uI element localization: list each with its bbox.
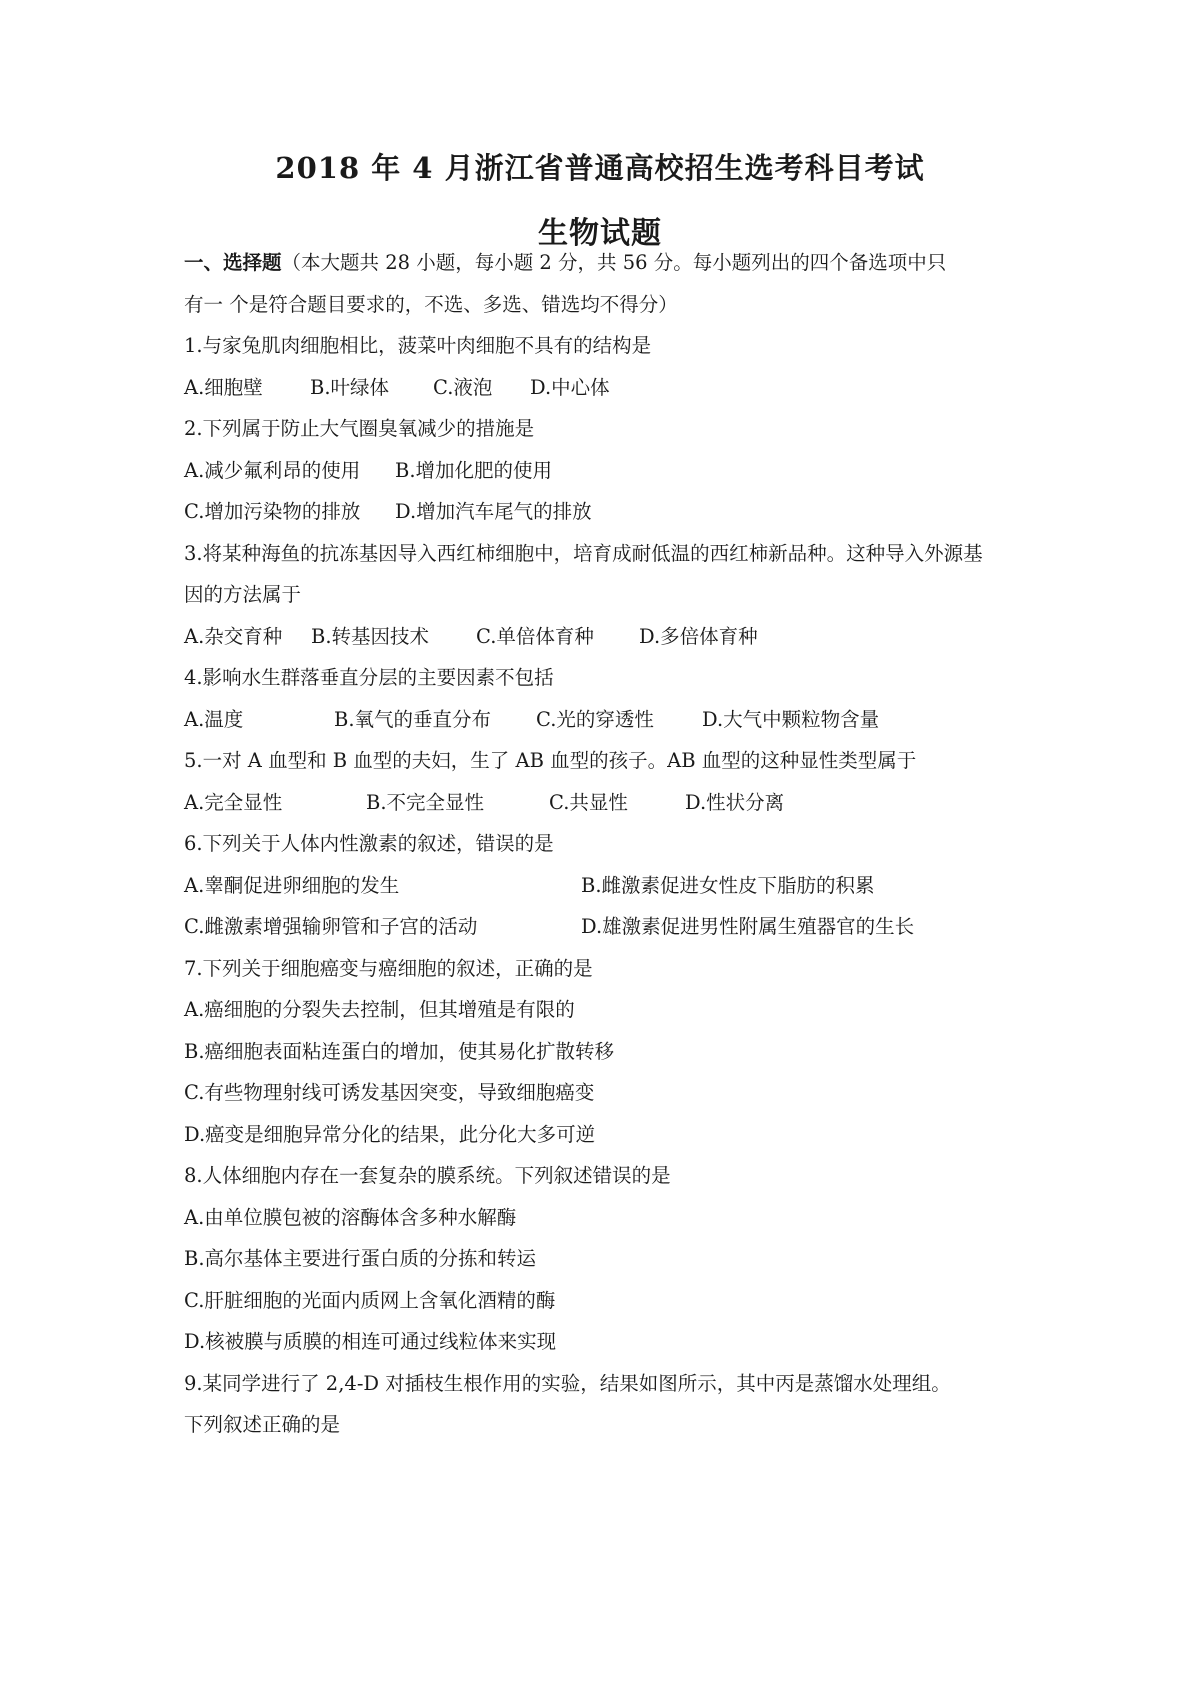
exam-subtitle: 生物试题	[538, 216, 662, 251]
question-6-option-b: B.雌激素促进女性皮下脂肪的积累	[581, 873, 875, 897]
question-4-options	[184, 699, 1034, 741]
question-2-option-d: D.增加汽车尾气的排放	[395, 500, 592, 523]
question-6-options-row1	[184, 865, 1034, 907]
question-1-option-b: B.叶绿体	[310, 375, 390, 399]
question-2-option-a: A.减少氟利昂的使用	[184, 458, 361, 482]
question-7-option-d: D.癌变是细胞异常分化的结果，此分化大多可逆	[184, 1122, 596, 1146]
question-8-stem: 8.人体细胞内存在一套复杂的膜系统。下列叙述错误的是	[184, 1164, 671, 1187]
question-4-stem: 4.影响水生群落垂直分层的主要因素不包括	[184, 666, 554, 689]
question-2-options-row2	[184, 491, 1034, 533]
question-3-stem-line2: 因的方法属于	[184, 583, 302, 606]
question-1-option-d: D.中心体	[530, 375, 610, 399]
question-3-stem-line1: 3.将某种海鱼的抗冻基因导入西红柿细胞中，培育成耐低温的西红柿新品种。这种导入外源基	[184, 541, 983, 565]
question-5-option-d: D.性状分离	[685, 790, 785, 814]
question-5-option-a: A.完全显性	[184, 790, 283, 814]
question-3-options	[184, 616, 1034, 658]
question-3-option-b: B.转基因技术	[311, 624, 430, 648]
question-2-stem: 2.下列属于防止大气圈臭氧减少的措施是	[184, 417, 535, 440]
question-9-stem-line1: 9.某同学进行了 2,4-D 对插枝生根作用的实验，结果如图所示，其中丙是蒸馏水处理组。	[184, 1371, 951, 1395]
question-1-options	[184, 367, 1034, 409]
question-4-option-c: C.光的穿透性	[536, 707, 654, 731]
section-description-line2: 有一 个是符合题目要求的，不选、多选、错选均不得分）	[184, 292, 678, 316]
question-2-options-row1	[184, 450, 1034, 492]
question-3-option-d: D.多倍体育种	[639, 624, 758, 648]
section-description: （本大题共 28 小题，每小题 2 分，共 56 分。每小题列出的四个备选项中只	[281, 251, 947, 274]
question-7-option-b: B.癌细胞表面粘连蛋白的增加，使其易化扩散转移	[184, 1039, 615, 1063]
question-8-option-b: B.高尔基体主要进行蛋白质的分拣和转运	[184, 1247, 537, 1270]
question-7-stem: 7.下列关于细胞癌变与癌细胞的叙述，正确的是	[184, 956, 593, 980]
question-7-option-a: A.癌细胞的分裂失去控制，但其增殖是有限的	[184, 998, 575, 1021]
question-3-option-c: C.单倍体育种	[476, 624, 594, 648]
question-1-stem: 1.与家兔肌肉细胞相比，菠菜叶肉细胞不具有的结构是	[184, 334, 652, 357]
question-4-option-b: B.氧气的垂直分布	[334, 707, 492, 731]
question-6-option-d: D.雄激素促进男性附属生殖器官的生长	[581, 915, 915, 938]
question-5-option-b: B.不完全显性	[366, 790, 485, 814]
question-8-option-a: A.由单位膜包被的溶酶体含多种水解酶	[184, 1205, 517, 1229]
exam-content	[184, 242, 1034, 1446]
question-7-option-c: C.有些物理射线可诱发基因突变，导致细胞癌变	[184, 1081, 595, 1104]
question-3-option-a: A.杂交育种	[184, 624, 283, 648]
question-6-stem: 6.下列关于人体内性激素的叙述，错误的是	[184, 832, 554, 855]
question-5-options	[184, 782, 1034, 824]
question-5-option-c: C.共显性	[549, 790, 628, 814]
section-heading: 一、选择题	[184, 251, 282, 274]
question-6-options-row2	[184, 906, 1034, 948]
question-2-option-c: C.增加污染物的排放	[184, 500, 361, 523]
question-5-stem: 5.一对 A 血型和 B 血型的夫妇，生了 AB 血型的孩子。AB 血型的这种显性类型属于	[184, 749, 917, 772]
section-intro-line1	[184, 242, 1034, 284]
question-8-option-d: D.核被膜与质膜的相连可通过线粒体来实现	[184, 1330, 557, 1353]
question-4-option-a: A.温度	[184, 707, 244, 731]
question-1-option-c: C.液泡	[433, 375, 493, 399]
question-8-option-c: C.肝脏细胞的光面内质网上含氧化酒精的酶	[184, 1288, 556, 1312]
question-1-option-a: A.细胞壁	[184, 375, 263, 399]
question-6-option-c: C.雌激素增强输卵管和子宫的活动	[184, 915, 478, 938]
question-6-option-a: A.睾酮促进卵细胞的发生	[184, 873, 400, 897]
question-9-stem-line2: 下列叙述正确的是	[184, 1413, 341, 1436]
question-2-option-b: B.增加化肥的使用	[395, 458, 553, 482]
exam-title: 2018 年 4 月浙江省普通高校招生选考科目考试	[275, 151, 925, 185]
question-4-option-d: D.大气中颗粒物含量	[702, 707, 880, 731]
